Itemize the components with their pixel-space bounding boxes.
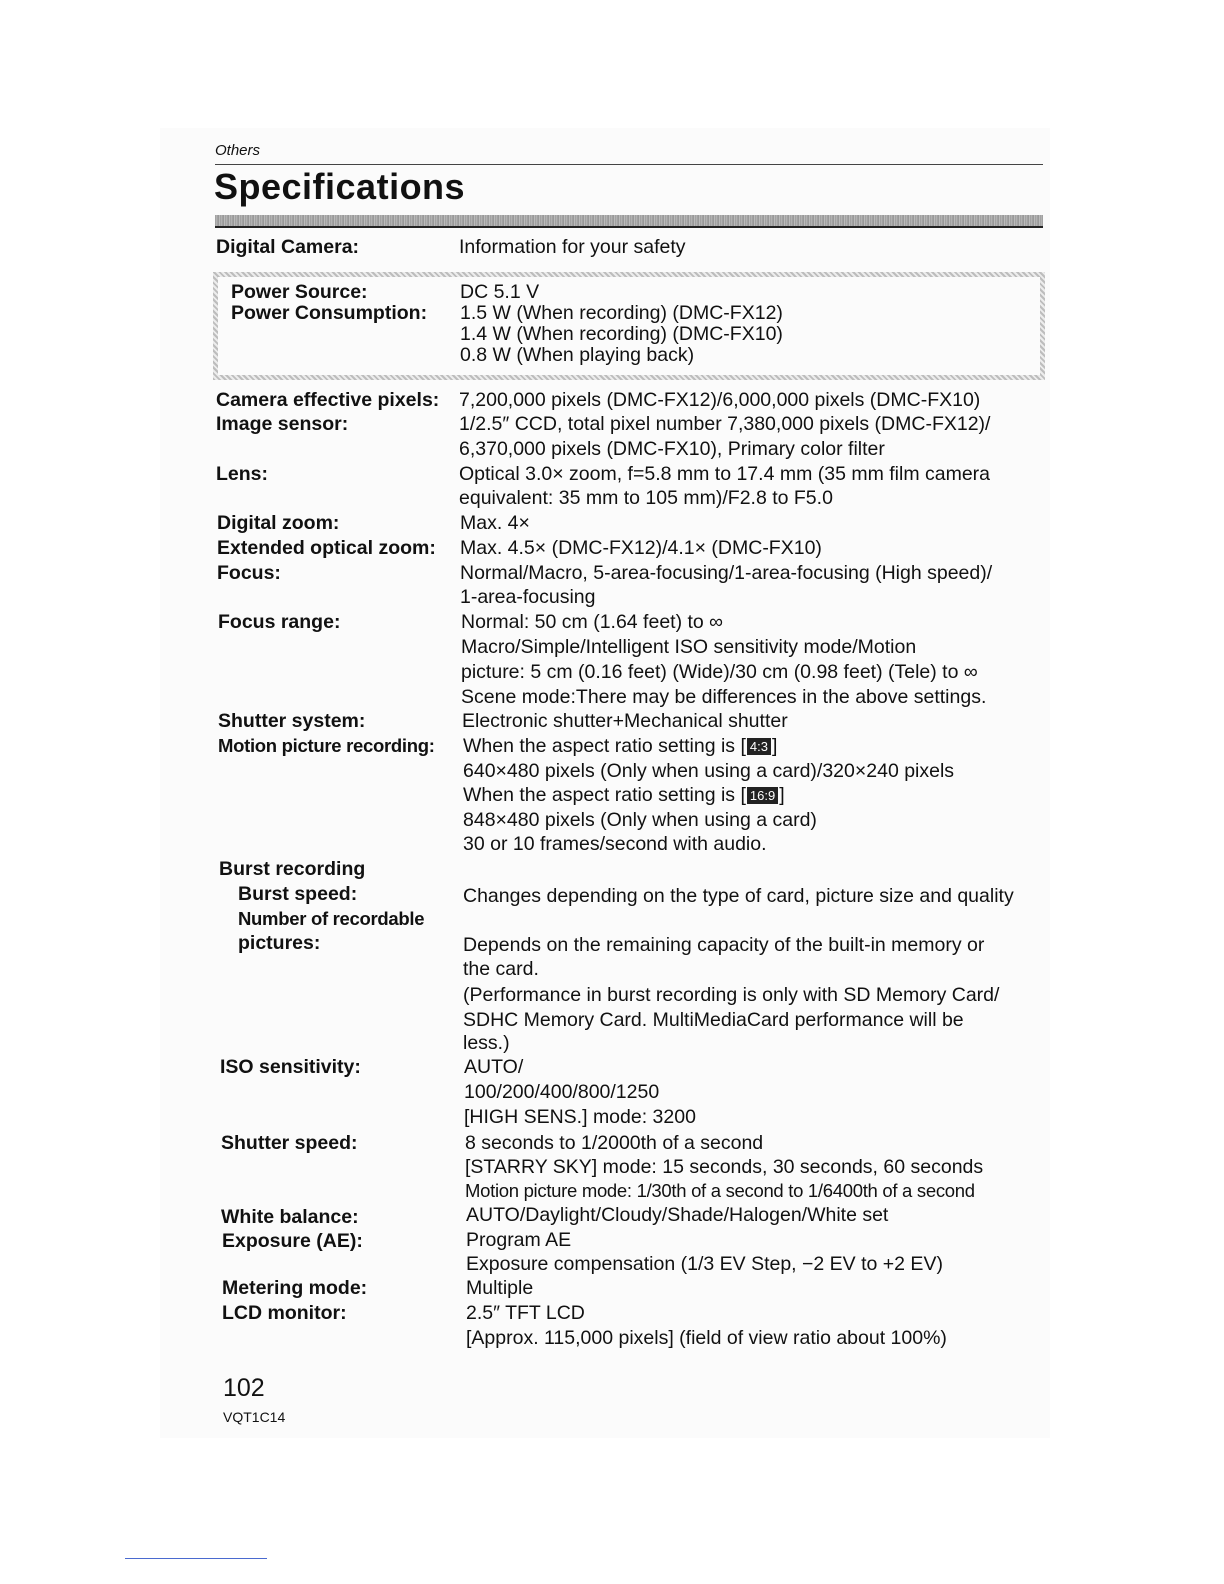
effective-pixels-value: 7,200,000 pixels (DMC-FX12)/6,000,000 pixels (DMC-FX10): [459, 389, 981, 411]
lcd-monitor-value: 2.5″ TFT LCD: [466, 1302, 585, 1324]
focus-range-value: Scene mode:There may be differences in the above settings.: [461, 686, 987, 708]
power-source-label: Power Source:: [231, 281, 368, 303]
focus-value: 1-area-focusing: [460, 586, 596, 608]
extended-zoom-label: Extended optical zoom:: [217, 537, 436, 559]
motion-picture-value: When the aspect ratio setting is [ 4:3 ]: [463, 735, 778, 757]
motion-picture-value: 640×480 pixels (Only when using a card)/320×240 pixels: [463, 760, 955, 782]
power-value-line: 1.5 W (When recording) (DMC-FX12): [460, 302, 783, 324]
burst-recording-label: Burst recording: [219, 858, 366, 880]
power-value-line: 1.4 W (When recording) (DMC-FX10): [460, 323, 783, 345]
power-consumption-label: Power Consumption:: [231, 302, 428, 324]
focus-value: Normal/Macro, 5-area-focusing/1-area-focusing (High speed)/: [460, 562, 993, 584]
iso-label: ISO sensitivity:: [220, 1056, 361, 1078]
focus-range-value: Normal: 50 cm (1.64 feet) to ∞: [461, 611, 724, 633]
document-code: VQT1C14: [223, 1409, 286, 1425]
image-sensor-value: 1/2.5″ CCD, total pixel number 7,380,000 pixels (DMC-FX12)/: [459, 413, 991, 435]
recordable-pictures-value: Depends on the remaining capacity of the built-in memory or: [463, 934, 985, 956]
focus-range-value: Macro/Simple/Intelligent ISO sensitivity mode/Motion: [461, 636, 917, 658]
focus-range-label: Focus range:: [218, 611, 341, 633]
digital-camera-label: Digital Camera:: [216, 236, 360, 258]
shutter-system-label: Shutter system:: [218, 710, 366, 732]
image-sensor-value: 6,370,000 pixels (DMC-FX10), Primary color filter: [459, 438, 885, 460]
white-balance-label: White balance:: [221, 1206, 359, 1228]
aspect-16-9-icon: 16:9: [747, 787, 778, 804]
burst-speed-value: Changes depending on the type of card, picture size and quality: [463, 885, 1014, 907]
recordable-pictures-label: pictures:: [238, 932, 321, 954]
focus-range-value: picture: 5 cm (0.16 feet) (Wide)/30 cm (0.98 feet) (Tele) to ∞: [461, 661, 978, 683]
image-sensor-label: Image sensor:: [216, 413, 349, 435]
digital-zoom-label: Digital zoom:: [217, 512, 340, 534]
shutter-speed-value: 8 seconds to 1/2000th of a second: [465, 1132, 764, 1154]
recordable-pictures-label: Number of recordable: [238, 908, 425, 929]
iso-value: 100/200/400/800/1250: [464, 1081, 660, 1103]
burst-speed-label: Burst speed:: [238, 883, 358, 905]
motion-picture-value: When the aspect ratio setting is [ 16:9 ]: [463, 784, 785, 806]
lens-value: Optical 3.0× zoom, f=5.8 mm to 17.4 mm (35 mm film camera: [459, 463, 991, 485]
lcd-monitor-label: LCD monitor:: [222, 1302, 347, 1324]
header-rule: [215, 164, 1043, 165]
effective-pixels-label: Camera effective pixels:: [216, 389, 440, 411]
bottom-rule: [125, 1558, 267, 1559]
extended-zoom-value: Max. 4.5× (DMC-FX12)/4.1× (DMC-FX10): [460, 537, 822, 559]
exposure-value: Exposure compensation (1/3 EV Step, −2 EV to +2 EV): [466, 1253, 943, 1275]
lcd-monitor-value: [Approx. 115,000 pixels] (field of view ratio about 100%): [466, 1327, 947, 1349]
recordable-pictures-value: the card.: [463, 958, 539, 980]
power-value-line: DC 5.1 V: [460, 281, 540, 303]
lens-value: equivalent: 35 mm to 105 mm)/F2.8 to F5.0: [459, 487, 833, 509]
iso-value: AUTO/: [464, 1056, 524, 1078]
exposure-label: Exposure (AE):: [222, 1230, 363, 1252]
power-value-line: 0.8 W (When playing back): [460, 344, 695, 366]
aspect-4-3-icon: 4:3: [747, 738, 771, 755]
shutter-speed-label: Shutter speed:: [221, 1132, 358, 1154]
white-balance-value: AUTO/Daylight/Cloudy/Shade/Halogen/White set: [466, 1204, 889, 1226]
lens-label: Lens:: [216, 463, 269, 485]
metering-mode-label: Metering mode:: [222, 1277, 368, 1299]
shutter-speed-value: Motion picture mode: 1/30th of a second to 1/6400th of a second: [465, 1180, 975, 1201]
section-label: Others: [215, 142, 261, 159]
shutter-system-value: Electronic shutter+Mechanical shutter: [462, 710, 788, 732]
digital-camera-value: Information for your safety: [459, 236, 686, 258]
iso-value: [HIGH SENS.] mode: 3200: [464, 1106, 696, 1128]
focus-label: Focus:: [217, 562, 281, 584]
motion-picture-label: Motion picture recording:: [218, 735, 435, 756]
digital-zoom-value: Max. 4×: [460, 512, 530, 534]
exposure-value: Program AE: [466, 1229, 572, 1251]
shutter-speed-value: [STARRY SKY] mode: 15 seconds, 30 seconds, 60 seconds: [465, 1156, 984, 1178]
motion-picture-value: 848×480 pixels (Only when using a card): [463, 809, 817, 831]
metering-mode-value: Multiple: [466, 1277, 534, 1299]
recordable-pictures-value: (Performance in burst recording is only with SD Memory Card/: [463, 984, 1000, 1006]
page-number: 102: [223, 1374, 265, 1402]
page-title: Specifications: [214, 166, 466, 207]
recordable-pictures-value: less.): [463, 1032, 510, 1054]
title-rule: [215, 215, 1043, 228]
motion-picture-value: 30 or 10 frames/second with audio.: [463, 833, 767, 855]
recordable-pictures-value: SDHC Memory Card. MultiMediaCard performance will be: [463, 1009, 964, 1031]
